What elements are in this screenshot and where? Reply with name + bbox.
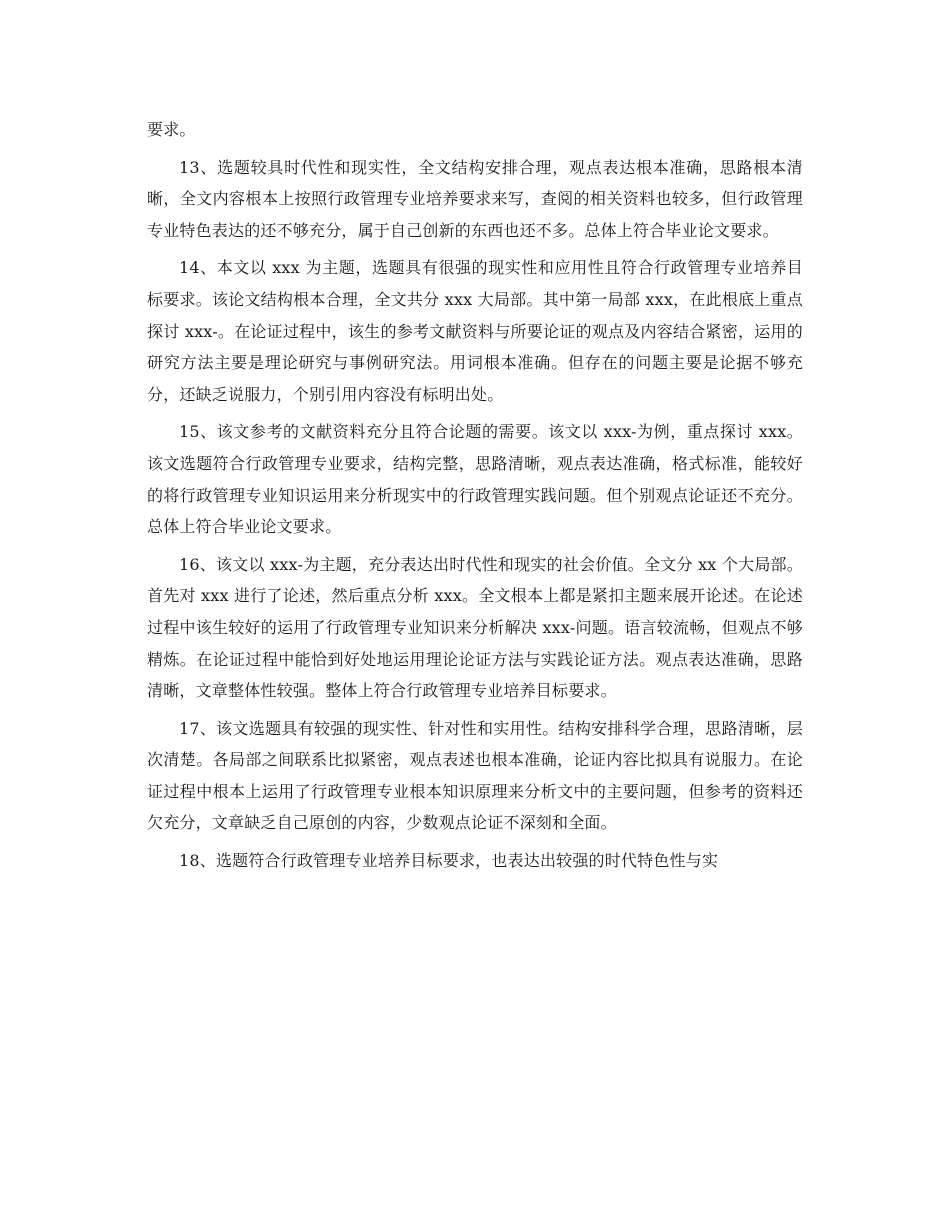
- paragraph-13: 13、选题较具时代性和现实性，全文结构安排合理，观点表达根本准确，思路根本清晰，全文内容根本上按照行政管理专业培养要求来写，查阅的相关资料也较多，但行政管理专业特色表达的还不够充分，属于自己创新的东西也还不多。总体上符合毕业论文要求。: [147, 157, 803, 240]
- paragraph-14: 14、本文以 xxx 为主题，选题具有很强的现实性和应用性且符合行政管理专业培养目标要求。该论文结构根本合理，全文共分 xxx 大局部。其中第一局部 xxx，在此根底上重点探讨 xxx-。在论证过程中，该生的参考文献资料与所要论证的观点及内容结合紧密，运用的研究方法主要是理论研究与事例研究法。用词根本准确。但存在的问题主要是论据不够充分，还缺乏说服力，个别引用内容没有标明出处。: [147, 258, 803, 404]
- paragraph-18: 18、选题符合行政管理专业培养目标要求，也表达出较强的时代特色性与实: [179, 851, 719, 871]
- document-body: [147, 114, 803, 883]
- paragraph-16: 16、该文以 xxx-为主题，充分表达出时代性和现实的社会价值。全文分 xx 个大局部。首先对 xxx 进行了论述，然后重点分析 xxx。全文根本上都是紧扣主题来展开论述。在论述过程中该生较好的运用了行政管理专业知识来分析解决 xxx-问题。语言较流畅，但观点不够精炼。在论证过程中能恰到好处地运用理论论证方法与实践论证方法。观点表达准确，思路清晰，文章整体性较强。整体上符合行政管理专业培养目标要求。: [147, 554, 803, 701]
- paragraph-15: 15、该文参考的文献资料充分且符合论题的需要。该文以 xxx-为例，重点探讨 xxx。该文选题符合行政管理专业要求，结构完整，思路清晰，观点表达准确，格式标准，能较好的将行政管理专业知识运用来分析现实中的行政管理实践问题。但个别观点论证还不充分。总体上符合毕业论文要求。: [147, 422, 803, 537]
- paragraph-continuation: 要求。: [147, 120, 196, 139]
- paragraph-17: 17、该文选题具有较强的现实性、针对性和实用性。结构安排科学合理，思路清晰，层次清楚。各局部之间联系比拟紧密，观点表述也根本准确，论证内容比拟具有说服力。在论证过程中根本上运用了行政管理专业根本知识原理来分析文中的主要问题，但参考的资料还欠充分，文章缺乏自己原创的内容，少数观点论证不深刻和全面。: [147, 718, 803, 833]
